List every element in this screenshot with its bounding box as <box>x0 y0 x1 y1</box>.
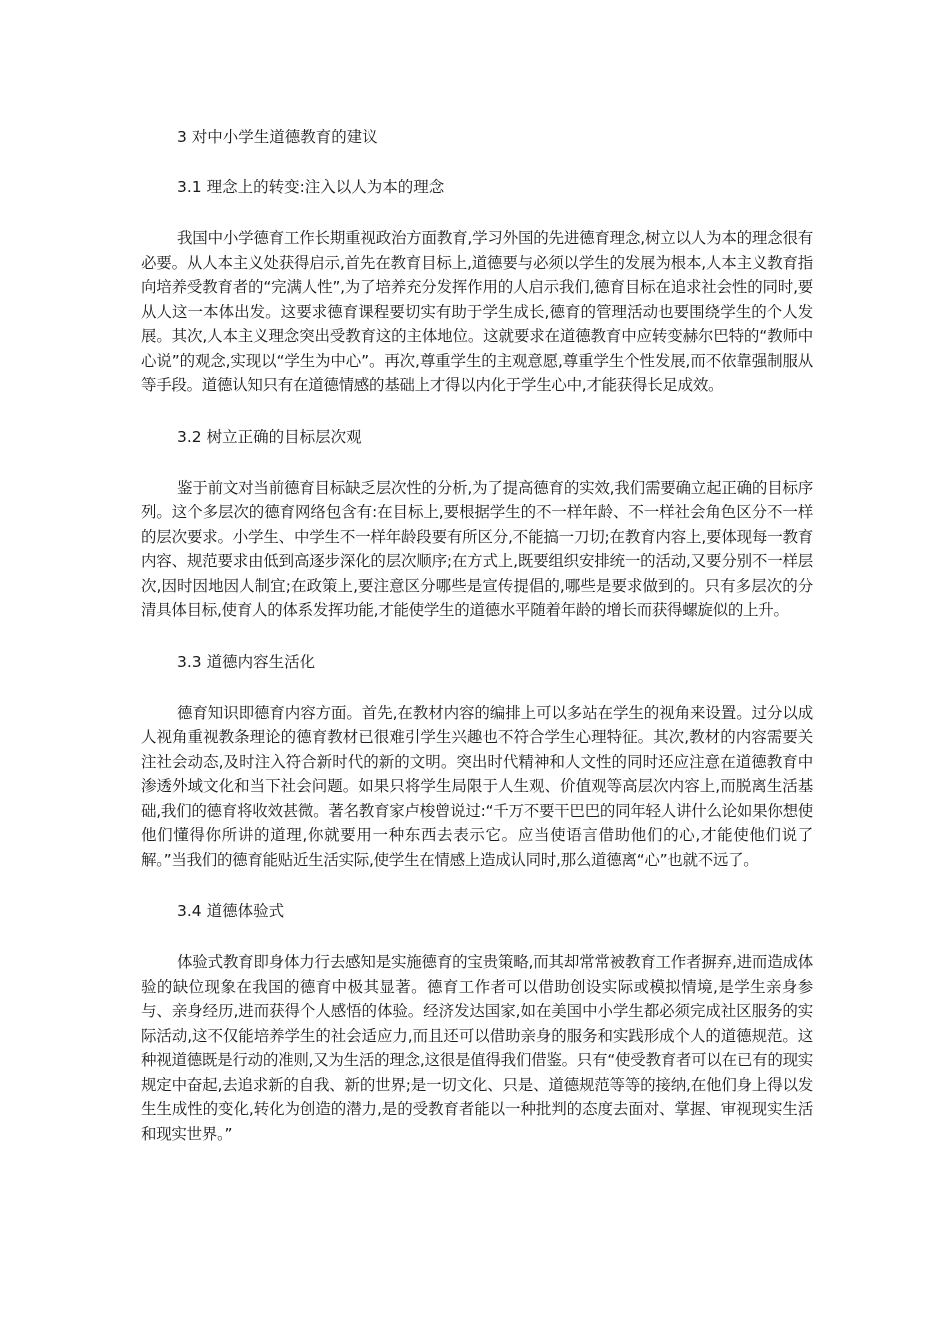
section-heading: 3.2 树立正确的目标层次观 <box>177 427 362 446</box>
section-paragraph: 我国中小学德育工作长期重视政治方面教育,学习外国的先进德育理念,树立以人为本的理念很有必要。从人本主义处获得启示,首先在教育目标上,道德要与必须以学生的发展为根本,人本主义教育指向培养受教育者的“完满人性”,为了培养充分发挥作用的人启示我们,德育目标在追求社会性的同时,要从人这一本体出发。这要求德育课程要切实有助于学生成长,德育的管理活动也要围绕学生的个人发展。其次,人本主义理念突出受教育这的主体地位。这就要求在道德教育中应转变赫尔巴特的“教师中心说”的观念,实现以“学生为中心”。再次,尊重学生的主观意愿,尊重学生个性发展,而不依靠强制服从等手段。道德认知只有在道德情感的基础上才得以内化于学生心中,才能获得长足成效。 <box>141 229 813 394</box>
section-heading: 3.1 理念上的转变:注入以人为本的理念 <box>177 178 445 196</box>
spacer <box>141 922 813 950</box>
section-heading: 3.4 道德体验式 <box>177 902 285 920</box>
section-paragraph: 体验式教育即身体力行去感知是实施德育的宝贵策略,而其却常常被教育工作者摒弃,进而造成体验的缺位现象在我国的德育中极其显著。德育工作者可以借助创设实际或模拟情境,是学生亲身参与、亲身经历,进而获得个人感悟的体验。经济发达国家,如在美国中小学生都必须完成社区服务的实际活动,这不仅能培养学生的社会适应力,而且还可以借助亲身的服务和实践形成个人的道德规范。这种视道德既是行动的准则,又为生活的理念,这很是值得我们借鉴。只有“使受教育者可以在已有的现实规定中奋起,去追求新的自我、新的世界;是一切文化、只是、道德规范等等的接纳,在他们身上得以发生生成性的变化,转化为创造的潜力,是的受教育者能以一种批判的态度去面对、掌握、审视现实生活和现实世界。” <box>141 953 813 1143</box>
section-paragraph: 德育知识即德育内容方面。首先,在教材内容的编排上可以多站在学生的视角来设置。过分以成人视角重视教条理论的德育教材已很难引学生兴趣也不符合学生心理特征。其次,教材的内容需要关注社会动态,及时注入符合新时代的新的文明。突出时代精神和人文性的同时还应注意在道德教育中渗透外域文化和当下社会问题。如果只将学生局限于人生观、价值观等高层次内容上,而脱离生活基础,我们的德育将收效甚微。著名教育家卢梭曾说过:“千万不要干巴巴的同年轻人讲什么论如果你想使他们懂得你所讲的道理,你就要用一种东西去表示它。应当使语言借助他们的心,才能使他们说了解。”当我们的德育能贴近生活实际,使学生在情感上造成认同时,那么道德离“心”也就不远了。 <box>141 703 813 869</box>
spacer <box>141 448 813 476</box>
spacer <box>141 673 813 701</box>
spacer <box>141 872 813 900</box>
section-heading: 3 对中小学生道德教育的建议 <box>177 128 378 146</box>
spacer <box>141 148 813 176</box>
spacer <box>141 398 813 426</box>
section-paragraph: 鉴于前文对当前德育目标缺乏层次性的分析,为了提高德育的实效,我们需要确立起正确的目标序列。这个多层次的德育网络包含有:在目标上,要根据学生的不一样年龄、不一样社会角色区分不一样的层次要求。小学生、中学生不一样年龄段要有所区分,不能搞一刀切;在教育内容上,要体现每一教育内容、规范要求由低到高逐步深化的层次顺序;在方式上,既要组织安排统一的活动,又要分别不一样层次,因时因地因人制宜;在政策上,要注意区分哪些是宣传提倡的,哪些是要求做到的。只有多层次的分清具体目标,使育人的体系发挥功能,才能使学生的道德水平随着年龄的增长而获得螺旋似的上升。 <box>141 478 813 619</box>
spacer <box>141 623 813 651</box>
section-heading: 3.3 道德内容生活化 <box>177 652 316 671</box>
document-body <box>141 126 813 1146</box>
spacer <box>141 198 813 226</box>
